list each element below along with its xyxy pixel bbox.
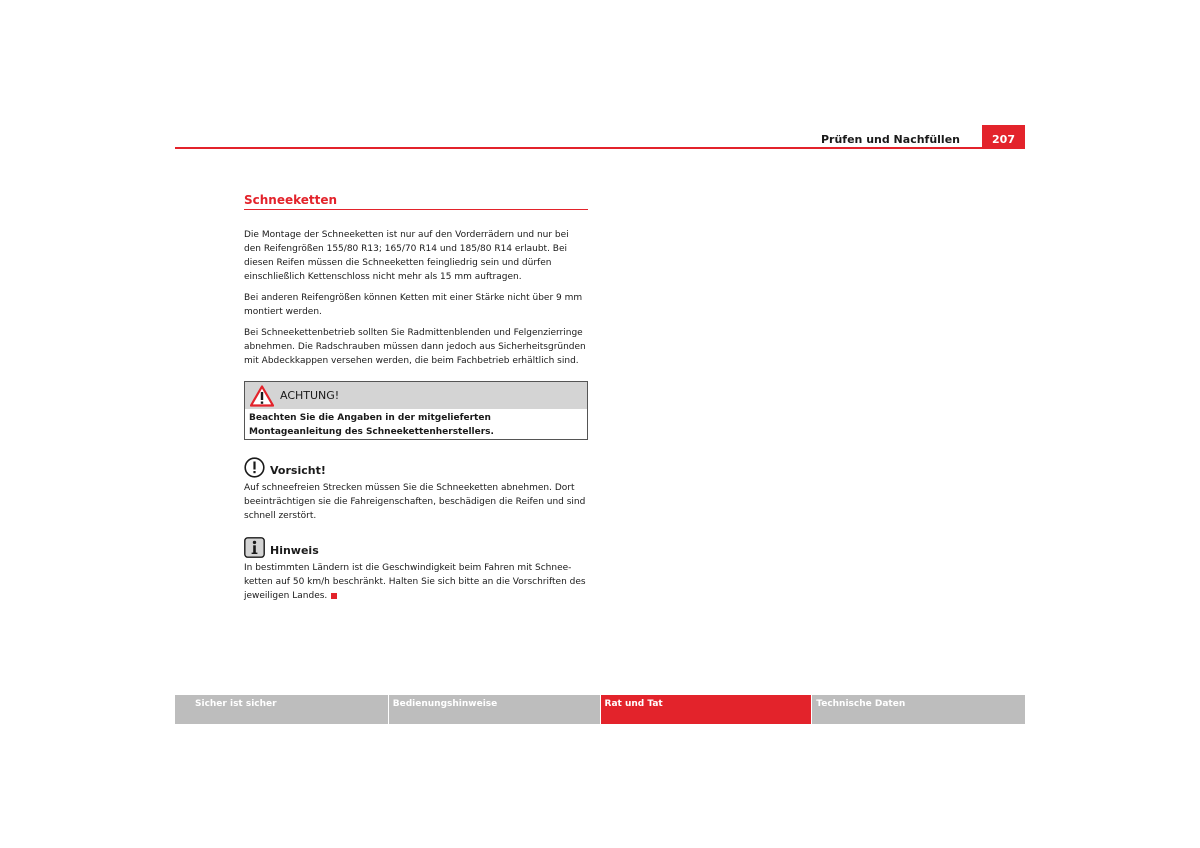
- footer-tab-technische-daten[interactable]: Technische Daten: [812, 695, 1025, 724]
- footer-nav: [175, 695, 1025, 724]
- section-title: Schneeketten: [244, 193, 588, 210]
- footer-tab-rat-und-tat[interactable]: Rat und Tat: [601, 695, 812, 724]
- chapter-title: Prüfen und Nachfüllen: [820, 133, 960, 146]
- warning-text: Beachten Sie die Angaben in der mitgelieferten Montageanleitung des Schneekettenherstellers.: [249, 413, 494, 437]
- paragraph: Bei Schneekettenbetrieb sollten Sie Radmittenblenden und Felgenzierringe abnehmen. Die Radschrauben müssen dann jedoch aus Sicherheitsgründen mit Abdeckkappen versehen werden, die beim Fachbetrieb erhältlich sind.: [244, 328, 586, 366]
- header-rule: [175, 147, 1025, 149]
- warning-title: ACHTUNG!: [280, 389, 340, 402]
- footer-tab-bedienungshinweise[interactable]: Bedienungshinweise: [389, 695, 600, 724]
- footer-tab-sicher-ist-sicher[interactable]: Sicher ist sicher: [175, 695, 388, 724]
- caution-title: Vorsicht!: [270, 464, 326, 477]
- main-content: [244, 193, 588, 603]
- paragraph: Die Montage der Schneeketten ist nur auf den Vorderrädern und nur bei den Reifengrößen 155/80 R13; 165/70 R14 und 185/80 R14 erlaubt. Bei diesen Reifen müssen die Schneeketten feingliedrig sein und dürfen einschließlich Kettenschloss nicht mehr als 15 mm auftragen.: [244, 230, 569, 282]
- info-icon: [244, 537, 265, 558]
- warning-header: [245, 382, 587, 409]
- exclamation-circle-icon: [244, 457, 265, 478]
- warning-box: [244, 381, 588, 440]
- section-end-marker: [331, 593, 337, 599]
- hinweis-text-block: [244, 561, 588, 603]
- hinweis-header: [244, 537, 588, 558]
- hinweis-title: Hinweis: [270, 544, 319, 557]
- hinweis-text: In bestimmten Ländern ist die Geschwindigkeit beim Fahren mit Schneeketten auf 50 km/h beschränkt. Halten Sie sich bitte an die Vorschriften des jeweiligen Landes.: [244, 563, 586, 601]
- caution-text: Auf schneefreien Strecken müssen Sie die Schneeketten abnehmen. Dort beeinträchtigen sie die Fahreigenschaften, beschädigen die Reifen und sind schnell zerstört.: [244, 483, 586, 521]
- page-number: 207: [982, 125, 1025, 149]
- caution-header: [244, 457, 588, 478]
- warning-triangle-icon: [250, 385, 274, 407]
- paragraph: Bei anderen Reifengrößen können Ketten mit einer Stärke nicht über 9 mm montiert werden.: [244, 293, 583, 317]
